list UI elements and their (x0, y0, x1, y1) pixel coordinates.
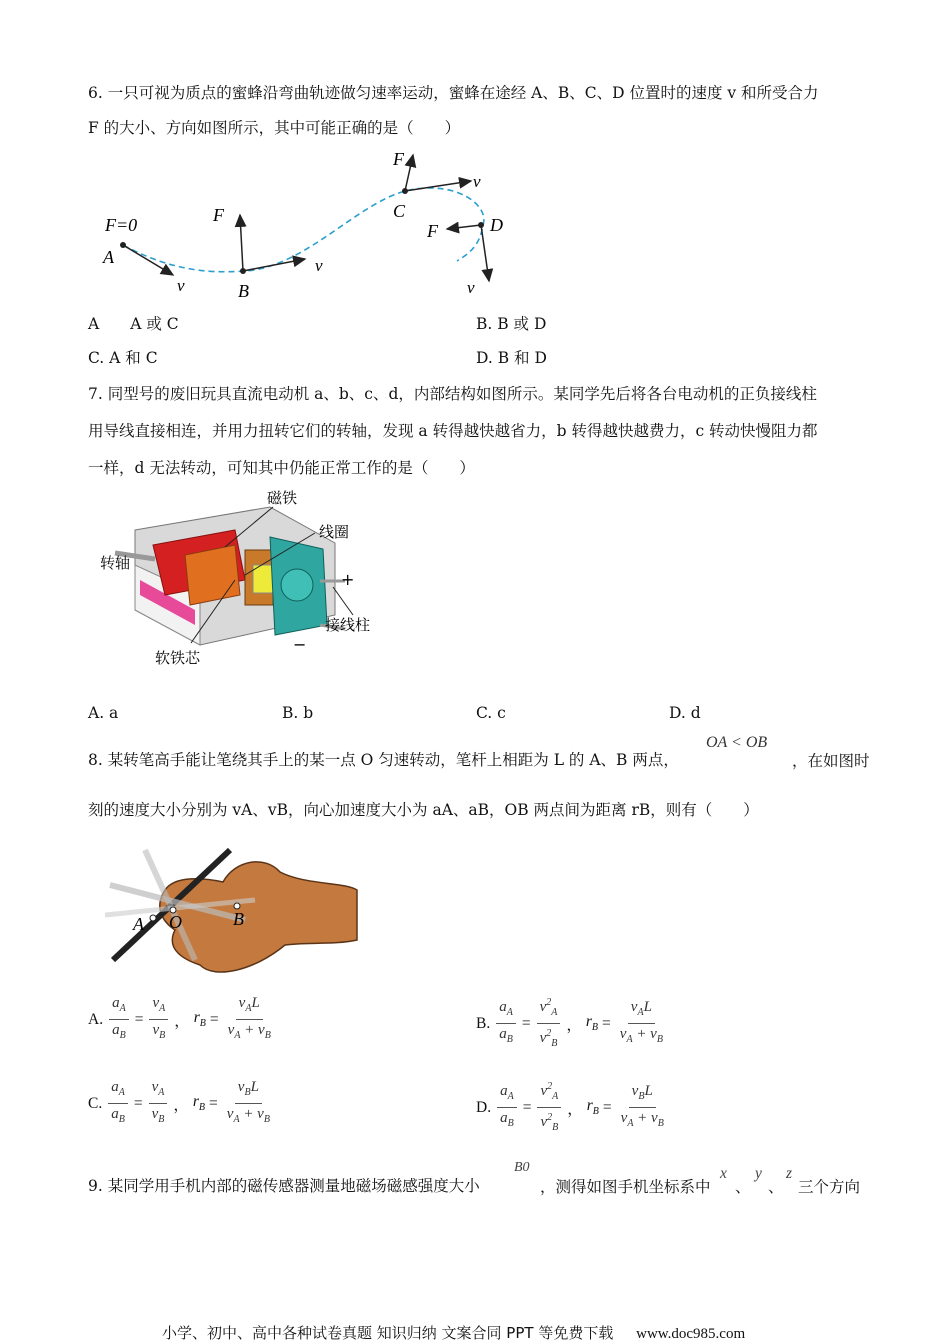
q7-option-d[interactable]: D. d (669, 704, 701, 722)
q7-line2: 用导线直接相连，并用力扭转它们的转轴，发现 a 转得越快越省力，b 转得越快越费力，c 转动快慢阻力都 (88, 422, 818, 440)
arrow-b-f (240, 215, 243, 271)
q9-line1: 9. 某同学用手机内部的磁传感器测量地磁场磁感强度大小 (88, 1177, 480, 1195)
q8-hand-figure (105, 830, 365, 980)
q7-option-a[interactable]: A. a (88, 704, 119, 722)
label-c: C (393, 201, 406, 221)
arrow-d-v (481, 225, 489, 281)
arrow-d-f (447, 225, 481, 229)
arrow-c-v (405, 181, 471, 191)
q8-option-d[interactable]: D. $\frac{a_A}{a_B}$ = $\frac{v^2_A}{v^2_B}$ ， $r_B$ = $\frac{v_BL}{v_A + v_B}$ (476, 1078, 669, 1137)
label-c-v: v (473, 172, 481, 191)
label-b: B (233, 909, 244, 929)
label-shaft: 转轴 (100, 554, 131, 572)
q7-motor-figure (95, 485, 395, 670)
arrow-b-v (243, 259, 305, 271)
q9-sep2: 、 (768, 1178, 784, 1196)
label-core: 软铁芯 (155, 649, 201, 667)
q8-option-c[interactable]: C. $\frac{a_A}{a_B}$ = $\frac{v_A}{v_B}$ ， $r_B$ = $\frac{v_BL}{v_A + v_B}$ (88, 1079, 270, 1125)
label-plus: + (341, 570, 355, 589)
q9-line1b: ，测得如图手机坐标系中 (540, 1178, 711, 1196)
q9-line1c: 三个方向 (798, 1178, 861, 1196)
q9-z: z (786, 1165, 793, 1182)
q8-line2: 刻的速度大小分别为 vA、vB，向心加速度大小为 aA、aB，OB 两点间为距离 rB，则有（ ） (88, 801, 759, 819)
hand (160, 862, 357, 972)
q8-option-a[interactable]: A. $\frac{a_A}{a_B}$ = $\frac{v_A}{v_B}$ ， $r_B$ = $\frac{v_AL}{v_A + v_B}$ (88, 995, 271, 1041)
point-a (150, 915, 156, 921)
arrow-c-f (405, 155, 413, 191)
label-b-v: v (315, 256, 323, 275)
q6-line2: F 的大小、方向如图所示，其中可能正确的是（ ） (88, 119, 461, 137)
q8-condition: OA < OB (706, 734, 768, 751)
q6-option-d[interactable]: D. B 和 D (476, 349, 547, 367)
q7-line3: 一样，d 无法转动，可知其中仍能正常工作的是（ ） (88, 459, 475, 477)
label-o: O (169, 912, 182, 932)
label-terminal: 接线柱 (325, 616, 371, 634)
q7-option-b[interactable]: B. b (282, 704, 314, 722)
label-b-f: F (213, 205, 224, 225)
commutator (253, 565, 273, 593)
label-minus: − (293, 635, 307, 654)
q9-sep1: 、 (735, 1178, 751, 1196)
q9-b0: B0 (514, 1160, 530, 1175)
q8-option-b[interactable]: B. $\frac{a_A}{a_B}$ = $\frac{v^2_A}{v^2_B}$ ， $r_B$ = $\frac{v_AL}{v_A + v_B}$ (476, 994, 668, 1053)
q7-line1: 7. 同型号的废旧玩具直流电动机 a、b、c、d，内部结构如图所示。某同学先后将各台电动机的正负接线柱 (88, 385, 817, 403)
label-b: B (238, 281, 249, 301)
q6-line1: 6. 一只可视为质点的蜜蜂沿弯曲轨迹做匀速率运动，蜜蜂在途经 A、B、C、D 位置时的速度 v 和所受合力 (88, 84, 819, 102)
label-coil: 线圈 (319, 523, 350, 541)
q8-line1: 8. 某转笔高手能让笔绕其手上的某一点 O 匀速转动，笔杆上相距为 L 的 A、B 两点， (88, 751, 679, 769)
q9-y: y (755, 1165, 762, 1182)
coil (185, 545, 240, 605)
label-d: D (490, 215, 503, 235)
q7-option-c[interactable]: C. c (476, 704, 506, 722)
label-magnet: 磁铁 (267, 489, 298, 507)
label-d-v: v (467, 278, 475, 297)
q6-option-b[interactable]: B. B 或 D (476, 315, 547, 333)
footer (162, 1322, 745, 1343)
footer-url[interactable]: www.doc985.com (636, 1326, 746, 1342)
label-d-f: F (427, 221, 438, 241)
q6-option-a[interactable]: A A 或 C (88, 315, 179, 333)
label-a: A (133, 914, 144, 934)
label-a-v: v (177, 276, 185, 295)
q8-line1b: ，在如图时 (792, 752, 870, 770)
q9-x: x (720, 1165, 727, 1182)
footer-text: 小学、初中、高中各种试卷真题 知识归纳 文案合同 PPT 等免费下载 (162, 1324, 614, 1342)
q6-figure (95, 145, 515, 305)
label-c-f: F (393, 149, 404, 169)
q6-option-c[interactable]: C. A 和 C (88, 349, 158, 367)
arrow-a-v (123, 245, 173, 275)
label-f0: F=0 (105, 215, 138, 235)
label-a: A (103, 247, 114, 267)
